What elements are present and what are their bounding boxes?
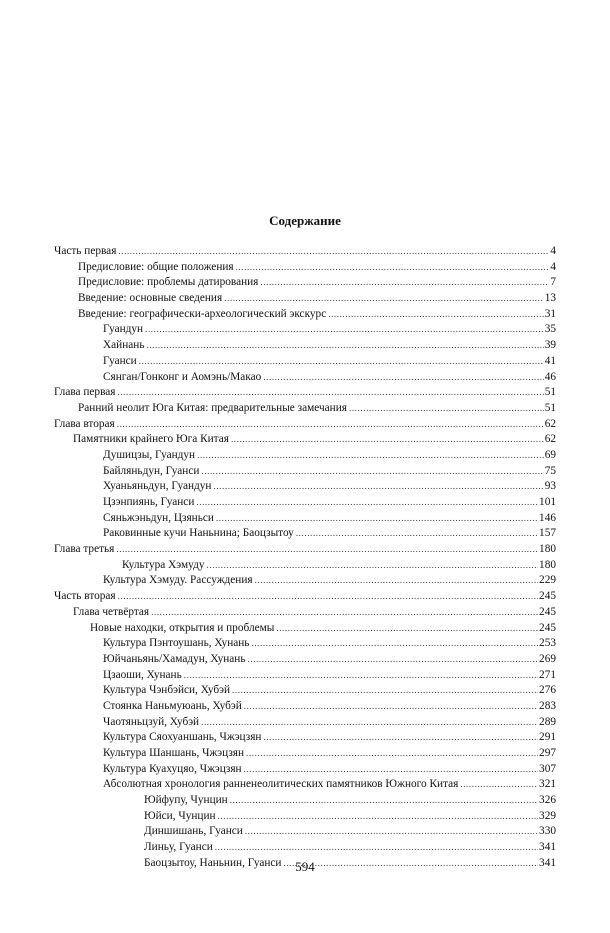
toc-entry-label: Глава третья	[54, 543, 115, 556]
toc-entry[interactable]	[54, 495, 556, 511]
dot-leader	[349, 401, 544, 417]
toc-entry-page: 289	[539, 715, 556, 728]
dot-leader	[231, 432, 544, 448]
toc-entry-page: 35	[544, 323, 556, 336]
toc-entry[interactable]	[54, 432, 556, 448]
toc-entry[interactable]	[54, 401, 556, 417]
toc-entry[interactable]	[54, 605, 556, 621]
toc-entry-label: Юйчаньянь/Хамадун, Хунань	[103, 652, 246, 665]
toc-entry[interactable]	[54, 464, 556, 480]
toc-entry[interactable]	[54, 636, 556, 652]
toc-entry-page: 7	[550, 276, 556, 289]
toc-entry-label: Культура Пэнтоушань, Хунань	[103, 637, 250, 650]
toc-entry-label: Культура Сяохуаншань, Чжэцзян	[103, 731, 262, 744]
toc-entry-page: 180	[539, 543, 556, 556]
toc-entry-page: 297	[539, 747, 556, 759]
toc-entry[interactable]	[54, 526, 556, 542]
toc-entry-label: Памятники крайнего Юга Китая	[73, 433, 229, 446]
toc-entry-page: 245	[539, 621, 556, 634]
toc-entry-page: 326	[539, 794, 556, 807]
toc-entry-page: 69	[544, 448, 556, 461]
toc-entry-label: Глава вторая	[54, 417, 115, 430]
toc-entry-page: 321	[539, 778, 556, 791]
dot-leader	[116, 542, 538, 558]
dot-leader	[251, 636, 538, 652]
toc-entry[interactable]	[54, 385, 556, 401]
dot-leader	[248, 652, 539, 668]
dot-leader	[139, 354, 544, 370]
toc-entry-label: Душицзы, Гуандун	[103, 448, 196, 461]
dot-leader	[196, 495, 538, 511]
dot-leader	[216, 511, 538, 527]
toc-entry-label: Цзаоши, Хунань	[103, 668, 182, 681]
toc-entry-page: 39	[544, 339, 556, 352]
dot-leader	[224, 291, 544, 307]
dot-leader	[145, 322, 544, 338]
toc-entry-label: Культура Хэмуду. Рассуждения	[103, 574, 253, 587]
dot-leader	[328, 307, 543, 323]
toc-entry-page: 329	[539, 809, 556, 822]
toc-entry-label: Культура Чэнбэйси, Хубэй	[103, 684, 231, 697]
toc-entry-label: Культура Хэмуду	[122, 558, 205, 571]
table-of-contents	[54, 244, 556, 872]
dot-leader	[146, 338, 543, 354]
toc-entry-page: 253	[539, 637, 556, 650]
toc-entry-label: Байляньдун, Гуанси	[103, 464, 200, 477]
toc-entry[interactable]	[54, 824, 556, 840]
toc-entry-label: Сяньжэньдун, Цзяньси	[103, 511, 214, 524]
toc-entry[interactable]	[54, 715, 556, 731]
toc-entry-label: Введение: географически-археологический экскурс	[78, 307, 327, 320]
toc-entry-page: 283	[539, 699, 556, 712]
toc-entry-label: Новые находки, открытия и проблемы	[90, 621, 275, 634]
toc-entry[interactable]	[54, 244, 556, 260]
toc-entry-label: Юйфупу, Чунцин	[144, 794, 228, 807]
dot-leader	[255, 573, 538, 589]
toc-entry[interactable]	[54, 558, 556, 574]
toc-entry-page: 31	[544, 307, 556, 320]
toc-entry-label: Хайнань	[103, 339, 145, 352]
dot-leader	[215, 840, 538, 856]
toc-entry-label: Баоцзытоу, Наньнин, Гуанси	[144, 856, 282, 869]
toc-entry[interactable]	[54, 699, 556, 715]
dot-leader	[232, 683, 538, 699]
toc-entry-page: 46	[544, 370, 556, 383]
toc-entry-label: Часть первая	[54, 245, 117, 257]
toc-entry-label: Сянган/Гонконг и Аомэнь/Макао	[103, 370, 262, 383]
toc-entry[interactable]	[54, 621, 556, 637]
dot-leader	[213, 479, 543, 495]
toc-entry[interactable]	[54, 840, 556, 856]
page-number: 594	[295, 859, 315, 874]
toc-entry[interactable]	[54, 777, 556, 793]
toc-entry-page: 41	[544, 354, 556, 367]
dot-leader	[276, 621, 538, 637]
toc-entry-label: Хуаньяньдун, Гуандун	[103, 480, 212, 493]
toc-entry-page: 229	[539, 574, 556, 587]
toc-entry-page: 62	[544, 417, 556, 430]
toc-entry-page: 269	[539, 652, 556, 665]
toc-entry[interactable]	[54, 479, 556, 495]
toc-entry[interactable]	[54, 291, 556, 307]
toc-entry-label: Гуанси	[103, 354, 137, 367]
dot-leader	[207, 558, 539, 574]
dot-leader	[117, 385, 543, 401]
toc-entry-page: 62	[544, 433, 556, 446]
toc-title: Содержание	[269, 213, 341, 228]
dot-leader	[244, 762, 538, 778]
toc-entry[interactable]	[54, 338, 556, 354]
toc-entry-label: Диншишань, Гуанси	[144, 825, 243, 838]
toc-entry-label: Гуандун	[103, 323, 144, 336]
toc-entry[interactable]	[54, 668, 556, 684]
toc-entry-label: Линьу, Гуанси	[144, 841, 213, 854]
toc-entry-page: 271	[539, 668, 556, 681]
toc-entry-page: 245	[539, 605, 556, 618]
toc-entry-page: 93	[544, 480, 556, 493]
toc-entry-page: 307	[539, 762, 556, 775]
dot-leader	[184, 668, 538, 684]
toc-entry-label: Стоянка Наньмуюань, Хубэй	[103, 699, 242, 712]
toc-entry-label: Глава первая	[54, 386, 116, 399]
toc-entry-page: 51	[544, 386, 556, 399]
toc-entry-label: Культура Куахуцяо, Чжэцзян	[103, 762, 242, 775]
toc-entry[interactable]	[54, 589, 556, 605]
toc-entry[interactable]	[54, 260, 556, 276]
dot-leader	[460, 777, 538, 793]
dot-leader	[201, 464, 543, 480]
dot-leader	[151, 605, 538, 621]
toc-entry-label: Предисловие: общие положения	[78, 260, 234, 273]
dot-leader	[218, 809, 539, 825]
dot-leader	[201, 715, 538, 731]
toc-entry[interactable]	[54, 370, 556, 386]
toc-entry-page: 245	[539, 590, 556, 603]
toc-entry[interactable]	[54, 573, 556, 589]
toc-entry-page: 157	[539, 527, 556, 540]
dot-leader	[118, 244, 549, 260]
dot-leader	[245, 824, 538, 840]
dot-leader	[263, 730, 538, 746]
toc-entry[interactable]	[54, 322, 556, 338]
toc-entry-page: 341	[539, 856, 556, 869]
toc-entry-label: Ранний неолит Юга Китая: предварительные замечания	[78, 401, 347, 414]
toc-entry-label: Предисловие: проблемы датирования	[78, 276, 259, 289]
dot-leader	[246, 746, 538, 762]
toc-entry-page: 4	[550, 245, 556, 257]
dot-leader	[260, 275, 549, 291]
toc-entry[interactable]	[54, 448, 556, 464]
toc-entry[interactable]	[54, 762, 556, 778]
toc-entry[interactable]	[54, 307, 556, 323]
toc-entry[interactable]	[54, 511, 556, 527]
toc-entry-page: 101	[539, 496, 556, 508]
toc-entry-page: 146	[539, 511, 556, 524]
toc-entry-page: 4	[550, 260, 556, 273]
dot-leader	[117, 417, 544, 433]
toc-entry[interactable]	[54, 746, 556, 762]
dot-leader	[244, 699, 538, 715]
toc-entry[interactable]	[54, 417, 556, 433]
toc-entry-page: 180	[539, 558, 556, 571]
toc-entry[interactable]	[54, 652, 556, 668]
toc-entry-label: Абсолютная хронология ранненеолитических памятников Южного Китая	[103, 778, 459, 791]
toc-entry[interactable]	[54, 354, 556, 370]
toc-entry-label: Цзэнпиянь, Гуанси	[103, 496, 195, 508]
dot-leader	[236, 260, 550, 276]
toc-entry[interactable]	[54, 793, 556, 809]
toc-entry-page: 13	[544, 292, 556, 305]
toc-entry[interactable]	[54, 683, 556, 699]
toc-entry[interactable]	[54, 730, 556, 746]
toc-entry-page: 75	[544, 464, 556, 477]
toc-entry-label: Часть вторая	[54, 590, 116, 603]
toc-entry-page: 51	[544, 401, 556, 414]
dot-leader	[230, 793, 538, 809]
dot-leader	[197, 448, 544, 464]
toc-entry-page: 341	[539, 841, 556, 854]
toc-entry-label: Раковинные кучи Наньнина; Баоцзытоу	[103, 527, 294, 540]
toc-entry-page: 330	[539, 825, 556, 838]
toc-entry-label: Культура Шаншань, Чжэцзян	[103, 747, 245, 759]
toc-entry-label: Чаотяньцзуй, Хубэй	[103, 715, 200, 728]
toc-entry[interactable]	[54, 809, 556, 825]
dot-leader	[296, 526, 538, 542]
dot-leader	[263, 370, 543, 386]
toc-entry-label: Юйси, Чунцин	[144, 809, 216, 822]
dot-leader	[118, 589, 538, 605]
toc-entry-page: 276	[539, 684, 556, 697]
toc-entry-label: Введение: основные сведения	[78, 292, 223, 305]
toc-entry-label: Глава четвёртая	[73, 605, 150, 618]
toc-entry-page: 291	[539, 731, 556, 744]
toc-entry[interactable]	[54, 275, 556, 291]
toc-entry[interactable]	[54, 542, 556, 558]
